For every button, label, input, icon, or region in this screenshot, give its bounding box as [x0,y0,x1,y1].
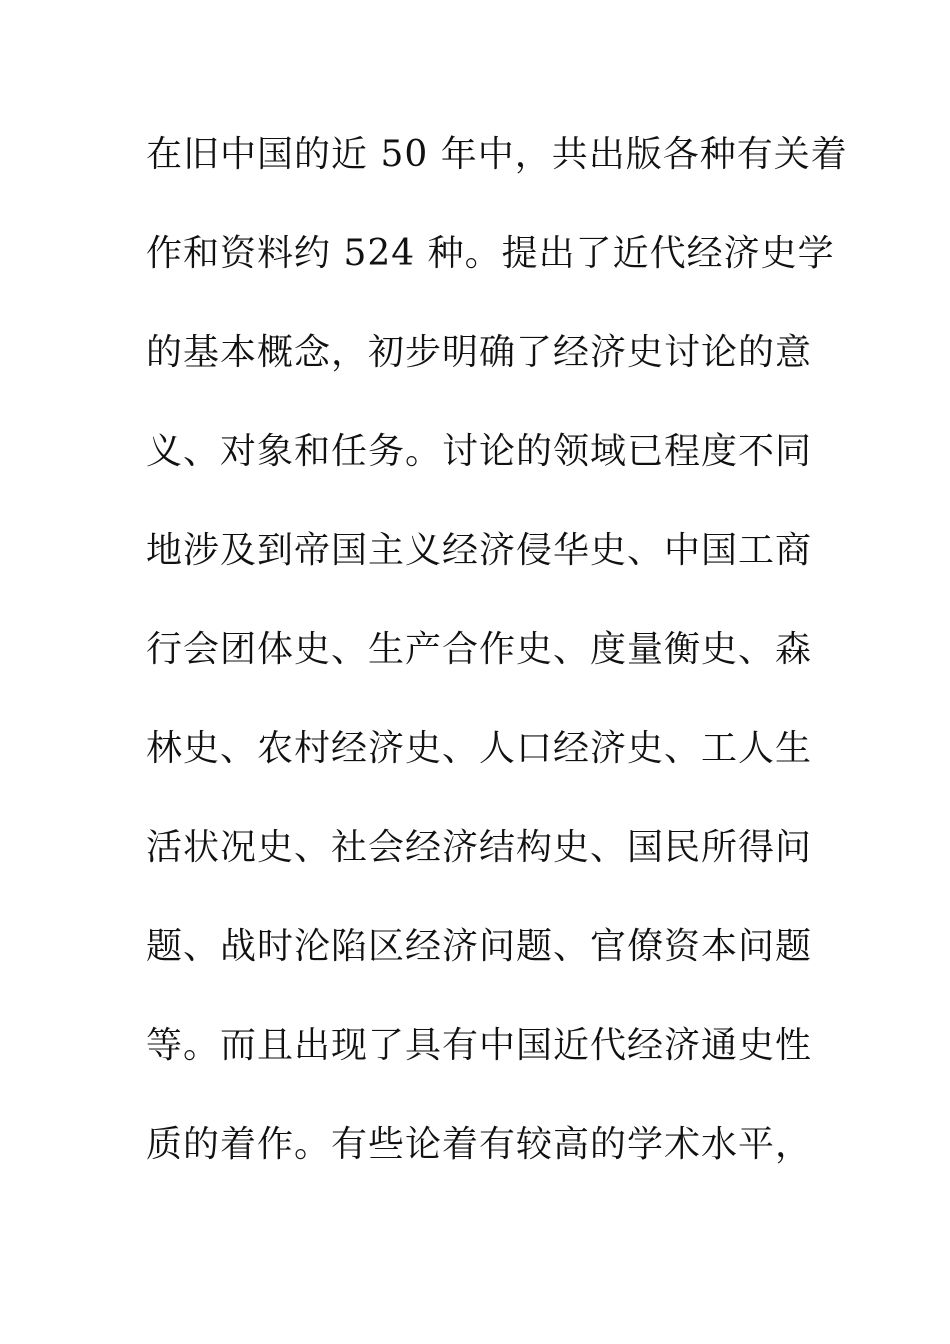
text-line: 在旧中国的近 50 年中，共出版各种有关着 [146,134,848,175]
text-line: 的基本概念，初步明确了经济史讨论的意 [146,332,813,373]
body-paragraph [146,127,848,1216]
text-line: 林史、农村经济史、人口经济史、工人生 [146,728,813,769]
text-line: 行会团体史、生产合作史、度量衡史、森 [146,629,813,670]
text-line: 义、对象和任务。讨论的领域已程度不同 [146,431,813,472]
text-line: 活状况史、社会经济结构史、国民所得问 [146,827,813,868]
text-line: 等。而且出现了具有中国近代经济通史性 [146,1025,813,1066]
text-line: 质的着作。有些论着有较高的学术水平， [146,1124,813,1165]
text-line: 地涉及到帝国主义经济侵华史、中国工商 [146,530,813,571]
text-line: 题、战时沦陷区经济问题、官僚资本问题 [146,926,813,967]
text-line: 作和资料约 524 种。提出了近代经济史学 [146,233,835,274]
